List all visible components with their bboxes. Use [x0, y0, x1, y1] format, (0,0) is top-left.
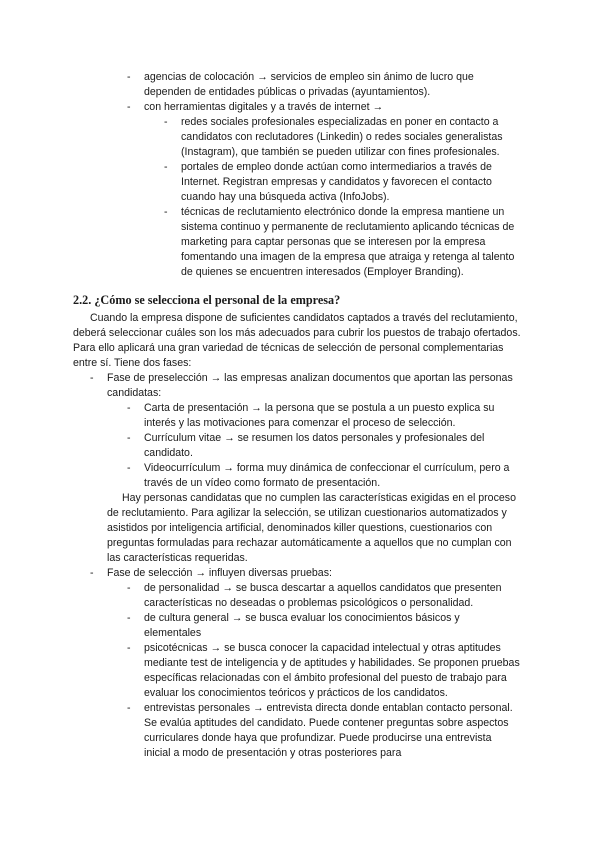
preselection-note: Hay personas candidatas que no cumplen las características exigidas en el proceso de reclutamiento. Para agilizar la selección, se utilizan cuestionarios automatizados y asistidos por inteligencia artificial, denominados killer questions, cuestionarios con preguntas formuladas para rechazar automáticamente a aquellos que no cumplan con las características requeridas.: [107, 492, 516, 564]
list-item: [0, 641, 529, 701]
list-item-text: redes sociales profesionales especializadas en poner en contacto a candidatos con reclutadores (Linkedin) o redes sociales generalistas (Instagram), que también se pueden utilizar con fines profesionales.: [181, 116, 503, 158]
list-item: [0, 100, 499, 115]
list-item-text: Videocurrículum → forma muy dinámica de confeccionar el currículum, pero a través de un vídeo como formato de presentación.: [144, 462, 510, 489]
list-item: [0, 431, 529, 461]
list-item: [0, 70, 499, 100]
list-item-text: Carta de presentación → la persona que se postula a un puesto explica su interés y las motivaciones para comenzar el proceso de selección.: [144, 402, 495, 429]
phase-title: Fase de preselección → las empresas analizan documentos que aportan las personas candidatas:: [107, 372, 513, 399]
list-item-text: de cultura general → se busca evaluar los conocimientos básicos y elementales: [144, 612, 460, 639]
section-heading: 2.2. ¿Cómo se selecciona el personal de la empresa?: [73, 293, 341, 307]
phase-title: Fase de selección → influyen diversas pruebas:: [107, 567, 332, 579]
bullet-dash: -: [127, 642, 131, 654]
list-item: [0, 581, 529, 611]
phase-selection: [0, 566, 527, 581]
bullet-dash: -: [127, 101, 131, 113]
list-item: [0, 611, 489, 641]
bullet-dash: -: [127, 582, 131, 594]
bullet-dash: -: [90, 372, 94, 384]
bullet-dash: -: [127, 402, 131, 414]
bullet-dash: -: [90, 567, 94, 579]
list-item-text: entrevistas personales → entrevista directa donde entablan contacto personal. Se evalúa aptitudes del candidato. Puede contener preguntas sobre aspectos curriculares donde haya que profundizar. Puede producirse una entrevista inicial a modo de presentación y otras posteriores para: [144, 702, 513, 759]
bullet-dash: -: [127, 462, 131, 474]
list-item-text: de personalidad → se busca descartar a aquellos candidatos que presenten características no deseadas o problemas psicológicos o personalidad.: [144, 582, 502, 609]
bullet-dash: -: [164, 206, 168, 218]
bullet-dash: -: [127, 702, 131, 714]
bullet-dash: -: [127, 432, 131, 444]
phase-preselection: [0, 371, 527, 401]
list-item: [0, 115, 521, 160]
list-item: [0, 205, 521, 280]
bullet-dash: -: [164, 161, 168, 173]
list-item: [0, 701, 514, 761]
list-item: [0, 401, 529, 431]
list-item: [0, 461, 529, 491]
list-item-text: con herramientas digitales y a través de internet →: [144, 101, 384, 113]
list-item-text: agencias de colocación → servicios de empleo sin ánimo de lucro que dependen de entidades públicas o privadas (ayuntamientos).: [144, 71, 474, 98]
list-item-text: Currículum vitae → se resumen los datos personales y profesionales del candidato.: [144, 432, 485, 459]
list-item-text: psicotécnicas → se busca conocer la capacidad intelectual y otras aptitudes mediante test de inteligencia y de aptitudes y habilidades. Se proponen pruebas específicas relacionadas con el ámbito profesional del puesto de trabajo para evaluar los conocimientos teóricos y prácticos de los candidatos.: [144, 642, 520, 699]
bullet-dash: -: [127, 71, 131, 83]
bullet-dash: -: [164, 116, 168, 128]
list-item-text: técnicas de reclutamiento electrónico donde la empresa mantiene un sistema continuo y permanente de reclutamiento aplicando técnicas de marketing para captar personas que se interesen por la empresa fomentando una imagen de la empresa que atraiga y retenga al talento de quienes se encuentren interesados (Employer Branding).: [181, 206, 515, 278]
intro-paragraph: Cuando la empresa dispone de suficientes candidatos captados a través del reclutamiento, deberá seleccionar cuáles son los más adecuados para cubrir los puestos de trabajo ofertados. Para ello aplicará una gran variedad de técnicas de selección de personal complementarias entre sí. Tiene dos fases:: [73, 312, 521, 369]
list-item-text: portales de empleo donde actúan como intermediarios a través de Internet. Registran empresas y candidatos y favorecen el contacto cuando hay una búsqueda activa (InfoJobs).: [181, 161, 492, 203]
bullet-dash: -: [127, 612, 131, 624]
list-item: [0, 160, 521, 205]
